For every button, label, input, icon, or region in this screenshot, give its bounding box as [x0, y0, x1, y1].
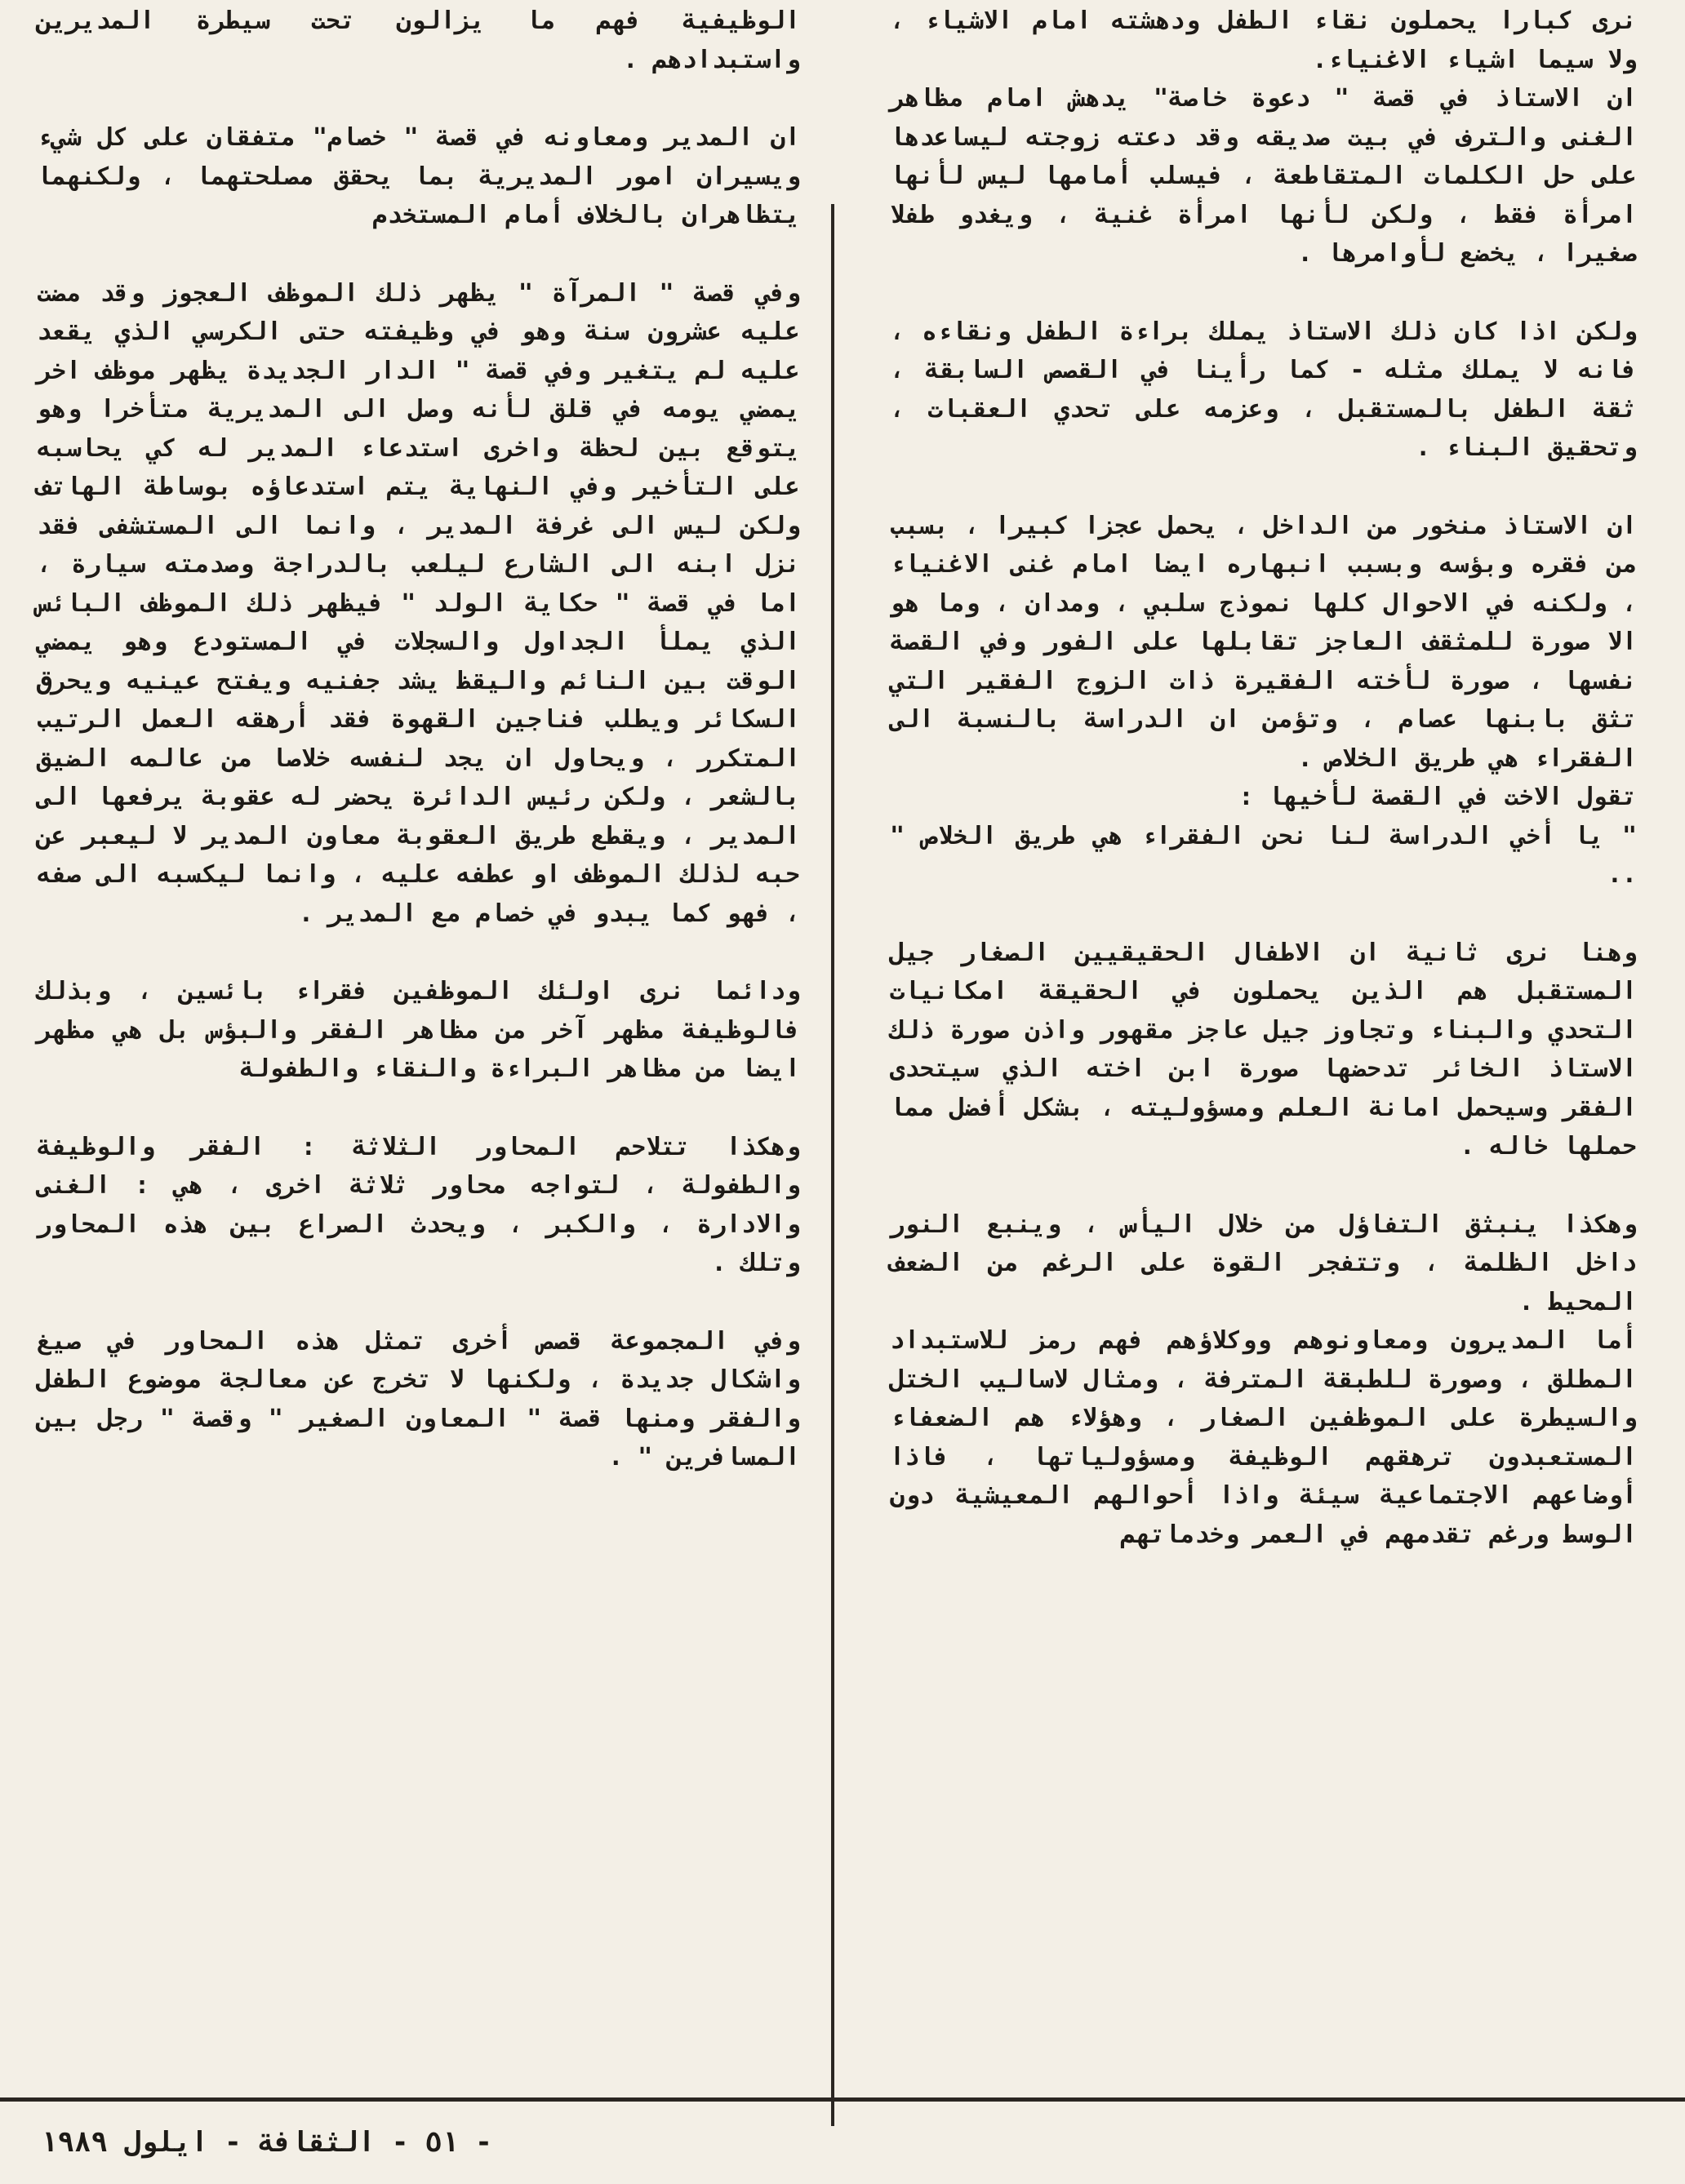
paragraph: ولكن اذا كان ذلك الاستاذ يملك براءة الطفل ونقاءه ، فانه لا يملك مثله - كما رأينا في القصص السابقة ، ثقة الطفل بالمستقبل ، وعزمه على تحدي العقبات ، وتحقيق البناء . [890, 317, 1637, 462]
paragraph: وهكذا ينبثق التفاؤل من خلال اليأس ، وينبع النور داخل الظلمة ، وتتفجر القوة على الرغم من الضعف المحيط . أما المديرون ومعاونوهم ووكلاؤهم فهم رمز للاستبداد المطلق ، وصورة للطبقة المترفة ، ومثال لاساليب الختل والسيطرة على الموظفين الصغار ، وهؤلاء هم الضعفاء المستعبدون ترهقهم الوظيفة ومسؤولياتها ، فاذا أوضاعهم الاجتماعية سيئة واذا أحوالهم المعيشية دون الوسط ورغم تقدمهم في العمر وخدماتهم [890, 1210, 1637, 1549]
right-text-column [890, 2, 1637, 1554]
paragraph: ان الاستاذ منخور من الداخل ، يحمل عجزا كبيرا ، بسبب من فقره وبؤسه وبسبب انبهاره ايضا امام غنى الاغنياء ، ولكنه في الاحوال كلها نموذج سلبي ، ومدان ، وما هو الا صورة للمثقف العاجز تقابلها على الفور وفي القصة نفسها ، صورة لأخته الفقيرة ذات الزوج الفقير التي تثق بابنها عصام ، وتؤمن ان الدراسة بالنسبة الى الفقراء هي طريق الخلاص . تقول الاخت في القصة لأخيها : " يا أخي الدراسة لنا نحن الفقراء هي طريق الخلاص " .. [890, 511, 1637, 889]
paragraph: وهنا نرى ثانية ان الاطفال الحقيقيين الصغار جيل المستقبل هم الذين يحملون في الحقيقة امكانيات التحدي والبناء وتجاوز جيل عاجز مقهور واذن صورة ذلك الاستاذ الخائر تدحضها صورة ابن اخته الذي سيتحدى الفقر وسيحمل امانة العلم ومسؤوليته ، بشكل أفضل مما حملها خاله . [890, 938, 1637, 1161]
footer-rule [0, 2097, 1685, 2102]
paragraph: نرى كبارا يحملون نقاء الطفل ودهشته امام الاشياء ، ولا سيما اشياء الاغنياء. ان الاستاذ في قصة " دعوة خاصة" يدهش امام مظاهر الغنى والترف في بيت صديقه وقد دعته زوجته ليساعدها على حل الكلمات المتقاطعة ، فيسلب أمامها ليس لأنها امرأة فقط ، ولكن لأنها امرأة غنية ، ويغدو طفلا صغيرا ، يخضع لأوامرها . [890, 7, 1637, 268]
paragraph: وفي المجموعة قصص أخرى تمثل هذه المحاور في صيغ واشكال جديدة ، ولكنها لا تخرج عن معالجة موضوع الطفل والفقر ومنها قصة " المعاون الصغير " وقصة " رجل بين المسافرين " . [37, 1326, 800, 1472]
page-footer: - ٥١ - الثقافة - ايلول ١٩٨٩ [41, 2126, 492, 2159]
left-text-column [37, 2, 800, 1477]
paragraph: ان المدير ومعاونه في قصة " خصام" متفقان على كل شيء ويسيران امور المديرية بما يحقق مصلحتهما ، ولكنهما يتظاهران بالخلاف أمام المستخدم [37, 123, 800, 229]
paragraph: ودائما نرى اولئك الموظفين فقراء بائسين ، وبذلك فالوظيفة مظهر آخر من مظاهر الفقر والبؤس بل هي مظهر ايضا من مظاهر البراءة والنقاء والطفولة [37, 977, 800, 1083]
paragraph: وفي قصة " المرآة " يظهر ذلك الموظف العجوز وقد مضت عليه عشرون سنة وهو في وظيفته حتى الكرسي الذي يقعد عليه لم يتغير وفي قصة " الدار الجديدة يظهر موظف اخر يمضي يومه في قلق لأنه وصل الى المديرية متأخرا وهو يتوقع بين لحظة واخرى استدعاء المدير له كي يحاسبه على التأخير وفي النهاية يتم استدعاؤه بوساطة الهاتف ولكن ليس الى غرفة المدير ، وانما الى المستشفى فقد نزل ابنه الى الشارع ليلعب بالدراجة وصدمته سيارة ، اما في قصة " حكاية الولد " فيظهر ذلك الموظف البائس الذي يملأ الجداول والسجلات في المستودع وهو يمضي الوقت بين النائم واليقظ يشد جفنيه ويفتح عينيه ويحرق السكائر ويطلب فناجين القهوة فقد أرهقه العمل الرتيب المتكرر ، ويحاول ان يجد لنفسه خلاصا من عالمه الضيق بالشعر ، ولكن رئيس الدائرة يحضر له عقوبة يرفعها الى المدير ، ويقطع طريق العقوبة معاون المدير لا ليعبر عن حبه لذلك الموظف او عطفه عليه ، وانما ليكسبه الى صفه ، فهو كما يبدو في خصام مع المدير . [37, 278, 800, 928]
column-divider [831, 204, 834, 2126]
paragraph: الوظيفية فهم ما يزالون تحت سيطرة المديرين واستبدادهم . [37, 7, 800, 74]
paragraph: وهكذا تتلاحم المحاور الثلاثة : الفقر والوظيفة والطفولة ، لتواجه محاور ثلاثة اخرى ، هي : الغنى والادارة ، والكبر ، ويحدث الصراع بين هذه المحاور وتلك . [37, 1132, 800, 1277]
